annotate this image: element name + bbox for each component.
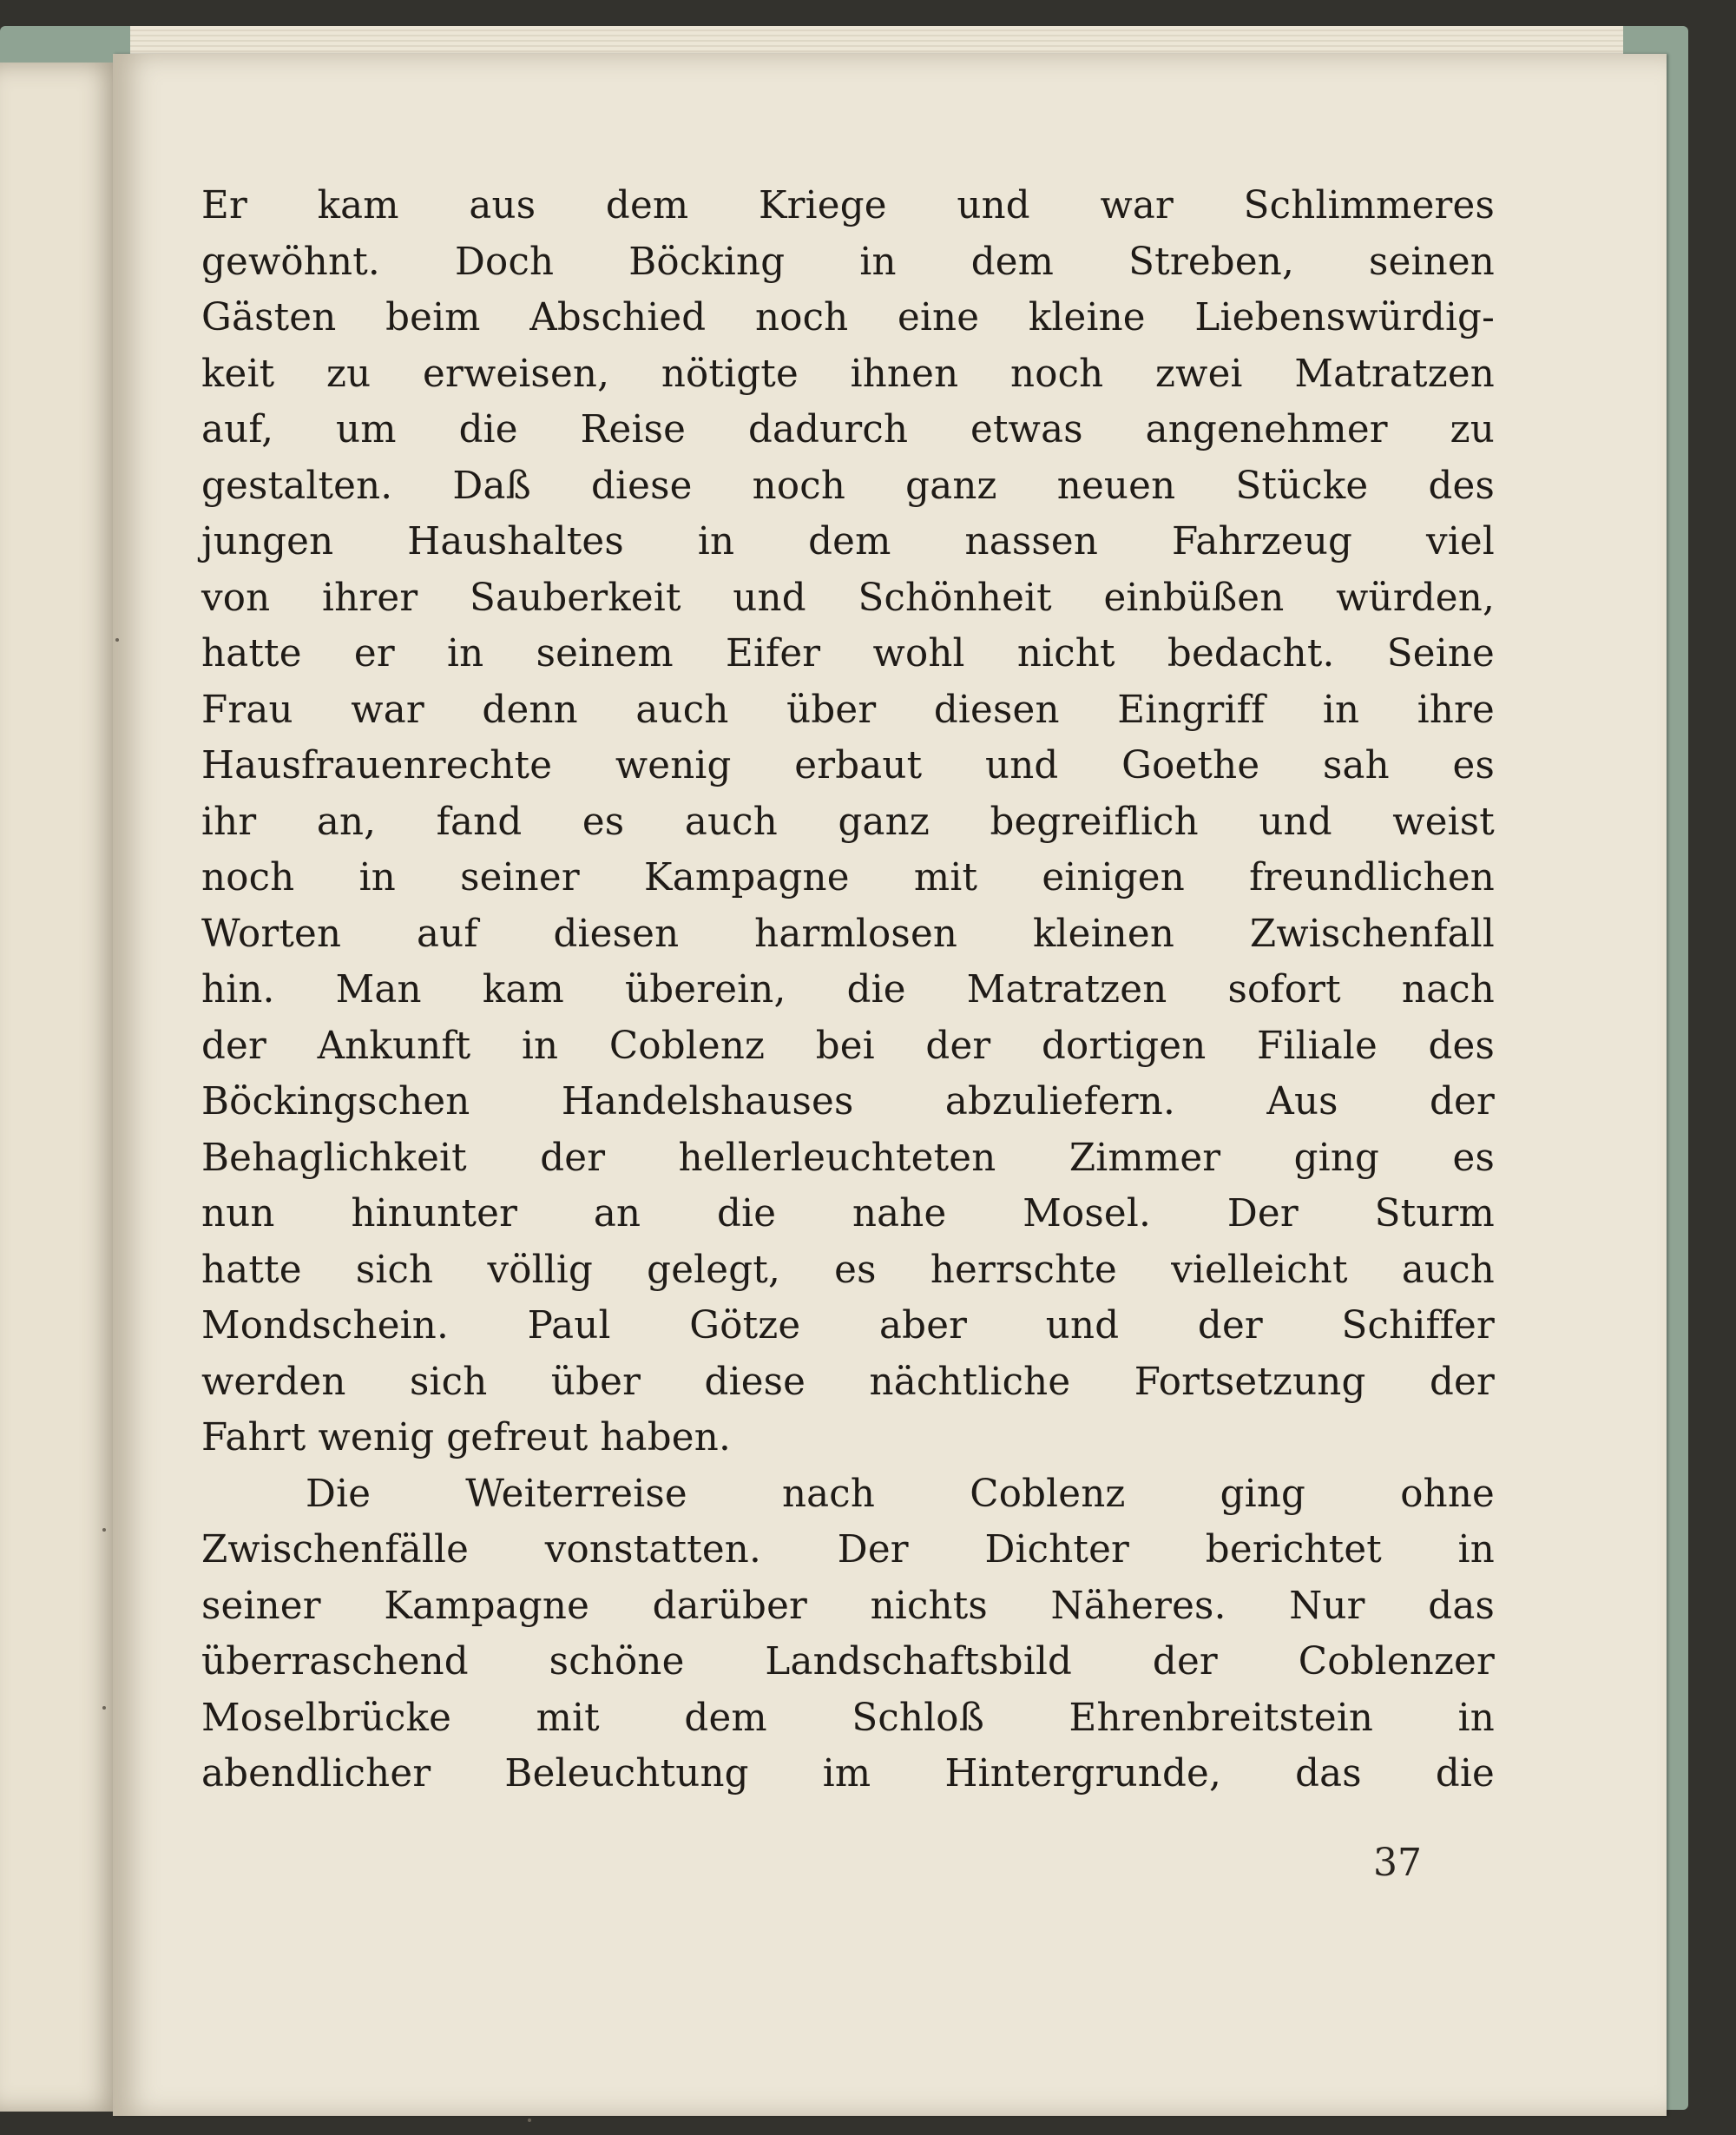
left-page-edge (0, 63, 122, 2112)
paragraph-1 (201, 178, 1495, 1466)
text-line: Böckingschen Handelshauses abzuliefern. Aus der (201, 1080, 1495, 1124)
text-line: Hausfrauenrechte wenig erbaut und Goethe sah es (201, 744, 1495, 787)
paper-speck (102, 1706, 106, 1710)
text-line: Die Weiterreise nach Coblenz ging ohne (306, 1472, 1495, 1516)
text-line: von ihrer Sauberkeit und Schönheit einbüßen würden, (201, 576, 1495, 620)
text-line: Fahrt wenig gefreut haben. (201, 1416, 731, 1460)
text-line: Zwischenfälle vonstatten. Der Dichter berichtet in (201, 1528, 1495, 1572)
paper-speck (115, 638, 119, 642)
paragraph-2 (201, 1466, 1495, 1802)
text-line: Gästen beim Abschied noch eine kleine Liebenswürdig- (201, 296, 1495, 339)
text-line: werden sich über diese nächtliche Fortsetzung der (201, 1360, 1495, 1404)
text-line: gestalten. Daß diese noch ganz neuen Stücke des (201, 464, 1495, 508)
text-line: der Ankunft in Coblenz bei der dortigen Filiale des (201, 1024, 1495, 1068)
text-line: jungen Haushaltes in dem nassen Fahrzeug viel (201, 520, 1495, 563)
text-line: Er kam aus dem Kriege und war Schlimmeres (201, 184, 1495, 227)
text-line: Moselbrücke mit dem Schloß Ehrenbreitstein in (201, 1696, 1495, 1740)
text-line: nun hinunter an die nahe Mosel. Der Sturm (201, 1192, 1495, 1236)
text-line: hatte sich völlig gelegt, es herrschte vielleicht auch (201, 1248, 1495, 1292)
text-line: ihr an, fand es auch ganz begreiflich und weist (201, 800, 1495, 844)
paper-speck (528, 2119, 531, 2122)
text-line: Frau war denn auch über diesen Eingriff in ihre (201, 688, 1495, 732)
text-line: Mondschein. Paul Götze aber und der Schiffer (201, 1304, 1495, 1348)
text-line: Behaglichkeit der hellerleuchteten Zimmer ging es (201, 1136, 1495, 1180)
text-line: seiner Kampagne darüber nichts Näheres. Nur das (201, 1584, 1495, 1628)
paper-speck (102, 1528, 106, 1532)
body-text (201, 178, 1495, 1802)
text-line: keit zu erweisen, nötigte ihnen noch zwei Matratzen (201, 352, 1495, 396)
text-line: auf, um die Reise dadurch etwas angenehmer zu (201, 408, 1495, 451)
text-line: abendlicher Beleuchtung im Hintergrunde, das die (201, 1752, 1495, 1796)
text-line: Worten auf diesen harmlosen kleinen Zwischenfall (201, 912, 1495, 956)
text-line: gewöhnt. Doch Böcking in dem Streben, seinen (201, 240, 1495, 284)
page-number: 37 (1373, 1841, 1422, 1885)
text-line: hin. Man kam überein, die Matratzen sofort nach (201, 968, 1495, 1011)
text-line: hatte er in seinem Eifer wohl nicht bedacht. Seine (201, 632, 1495, 675)
text-line: überraschend schöne Landschaftsbild der Coblenzer (201, 1640, 1495, 1684)
text-line: noch in seiner Kampagne mit einigen freundlichen (201, 856, 1495, 899)
